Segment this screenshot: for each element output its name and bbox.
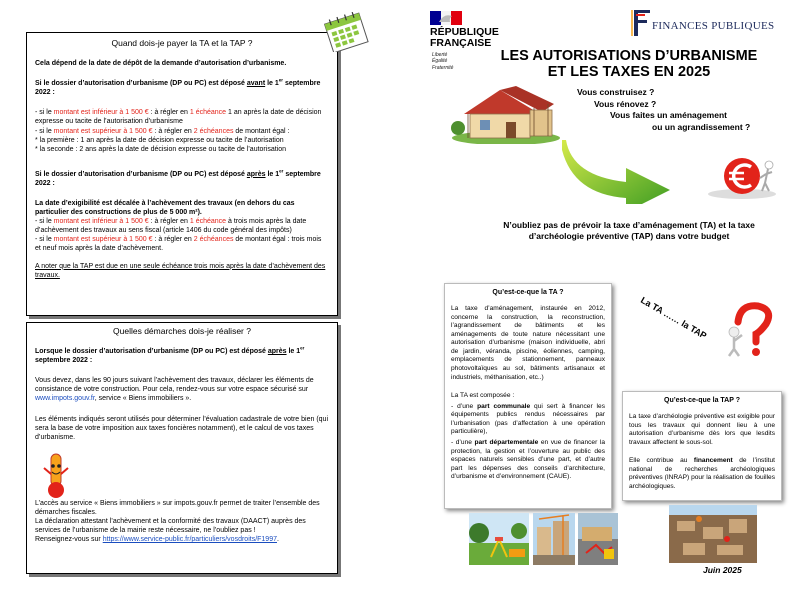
tap-definition-box xyxy=(622,391,782,501)
finances-publiques-title: FINANCES PUBLIQUES xyxy=(652,20,775,32)
thermometer-icon xyxy=(40,450,72,500)
question-development: Vous faites un aménagement xyxy=(610,110,727,120)
finances-publiques-logo-icon xyxy=(630,8,652,38)
euro-icon xyxy=(702,152,780,202)
tap-note: A noter que la TAP est due en une seule échéance trois mois après la date d’achèvement des travaux. xyxy=(35,262,326,279)
ta-departmental-part: - d’une part départementale en vue de financer la protection, la gestion et l’ouverture au public des espaces naturels sensibles d’une part, et d’autre part les dépenses des conseils d’architecture, d’urbanisme et d’environnement (CAUE). xyxy=(451,438,605,481)
roadworks-photo xyxy=(578,513,618,565)
ta-composition-heading: La TA est composée : xyxy=(451,392,515,400)
after-sept-2022-heading: Si le dossier d’autorisation d’urbanisme (DP ou PC) est déposé après le 1er septembre 2022 : xyxy=(35,168,321,187)
procedures-heading: Lorsque le dossier d’autorisation d’urbanisme (DP ou PC) est déposé après le 1er septembre 2022 : xyxy=(35,345,305,365)
tap-financing-text: Elle contribue au financement de l’institut national de recherches archéologiques préventives (INRAP) pour la réalisation de fouilles archéologiques. xyxy=(629,457,775,491)
impots-link[interactable]: www.impots.gouv.fr xyxy=(35,395,95,403)
payment-intro: Cela dépend de la date de dépôt de la demande d’autorisation d’urbanisme. xyxy=(35,60,287,68)
green-arrow-icon xyxy=(562,138,676,204)
declaration-text: Vous devez, dans les 90 jours suivant l’achèvement des travaux, déclarer les éléments de consistance de votre construction. Pour cela, rendez-vous sur votre espace sécurisé sur www.impots.gouv.fr, service « Biens immobiliers ». xyxy=(35,377,314,403)
question-extension: ou un agrandissement ? xyxy=(652,122,751,132)
republique-francaise-title: RÉPUBLIQUE FRANÇAISE xyxy=(430,26,499,50)
ta-tap-label: La TA …… la TAP xyxy=(639,295,709,341)
procedures-box-title: Quelles démarches dois-je réaliser ? xyxy=(113,326,251,336)
calendar-icon xyxy=(322,12,370,52)
before-sept-2022-heading: Si le dossier d’autorisation d’urbanisme (DP ou PC) est déposé avant le 1er septembre 2022 : xyxy=(35,77,321,97)
excavation-photo xyxy=(669,505,757,563)
ta-definition-box xyxy=(444,283,612,509)
ta-communal-part: - d’une part communale qui sert à financer les équipements publics rendus nécessaires par l’urbanisation (pas d’affectation à une opération particulière), xyxy=(451,402,605,436)
service-public-text: Renseignez-vous sur https://www.service-public.fr/particuliers/vosdroits/F1997. xyxy=(35,536,279,544)
marianne-logo-icon xyxy=(430,11,462,25)
construction-photo xyxy=(533,513,575,565)
question-renovate: Vous rénovez ? xyxy=(594,99,657,109)
exigibility-note: La date d’exigibilité est décalée à l’achèvement des travaux (en dehors du cas particulier des constructions de plus de 5 000 m²). xyxy=(35,199,295,217)
question-figure-icon xyxy=(722,300,780,358)
publication-date: Juin 2025 xyxy=(703,565,742,575)
tap-definition-title: Qu’est-ce-que la TAP ? xyxy=(664,397,740,404)
before-sept-2022-rules: - si le montant est inférieur à 1 500 € : à régler en 1 échéance 1 an après la date de décision expresse ou tacite de l’autorisation d’urbanisme - si le montant est supérieur à 1 500 € : à régler en 2 échéances de montant égal : * la première : 1 an après la date de décision expresse ou tacite de l’autorisation * la seconde : 2 ans après la date de décision expresse ou tacite de l’autorisation xyxy=(35,109,322,153)
procedures-box xyxy=(26,322,338,574)
tax-reminder: N’oubliez pas de prévoir la taxe d’aménagement (TA) et la taxe d’archéologie préventive (TAP) dans votre budget xyxy=(503,220,755,242)
payment-timing-box xyxy=(26,32,338,316)
service-public-link[interactable]: https://www.service-public.fr/particuliers/vosdroits/F1997 xyxy=(102,536,277,544)
republique-motto: Liberté Égalité Fraternité xyxy=(432,52,454,71)
ta-definition-title: Qu’est-ce-que la TA ? xyxy=(492,289,564,296)
access-text: L’accès au service « Biens immobiliers » sur impots.gouv.fr permet de traiter l’ensemble des démarches fiscales. xyxy=(35,499,320,516)
ta-definition-text: La taxe d’aménagement, instaurée en 2012, concerne la construction, la reconstruction, l’agrandissement de bâtiments et les aménagements de toute nature nécessitant une autorisation d’urbanisme (maison individuelle, abri de jardin, véranda, piscine, éoliennes, camping, emplacements de stationnement, panneaux photovoltaïques au sol, bâtiments artisanaux et industriels, méthanisation, etc..) xyxy=(451,305,605,381)
house-icon xyxy=(450,84,562,144)
playground-photo xyxy=(469,513,529,565)
cadastral-text: Les éléments indiqués seront utilisés pour déterminer l’évaluation cadastrale de votre bien (qui sera la base de votre imposition aux taxes foncières notamment), et le calcul de vos taxes d’urbanisme. xyxy=(35,415,328,441)
payment-box-title: Quand dois-je payer la TA et la TAP ? xyxy=(111,38,253,48)
after-sept-2022-rules: - si le montant est inférieur à 1 500 € : à régler en 1 échéance à trois mois après la date d’achèvement des travaux au sens fiscal (article 1406 du code général des impôts) - si le montant est supérieur à 1 500 € : à régler en 2 échéances de montant égal : trois mois et neuf mois après la date d’achèvement. xyxy=(35,218,322,253)
question-build: Vous construisez ? xyxy=(577,87,655,97)
tap-definition-text: La taxe d’archéologie préventive est exigible pour tous les travaux qui donnent lieu à une autorisation d’urbanisme dès lors que lesdits travaux affectent le sous-sol. xyxy=(629,413,775,446)
daact-text: La déclaration attestant l’achèvement et la conformité des travaux (DAACT) auprès des services de l’urbanisme de la mairie reste nécessaire, ne l’oubliez pas ! xyxy=(35,517,306,535)
main-title: LES AUTORISATIONS D’URBANISME ET LES TAXES EN 2025 xyxy=(500,48,758,80)
